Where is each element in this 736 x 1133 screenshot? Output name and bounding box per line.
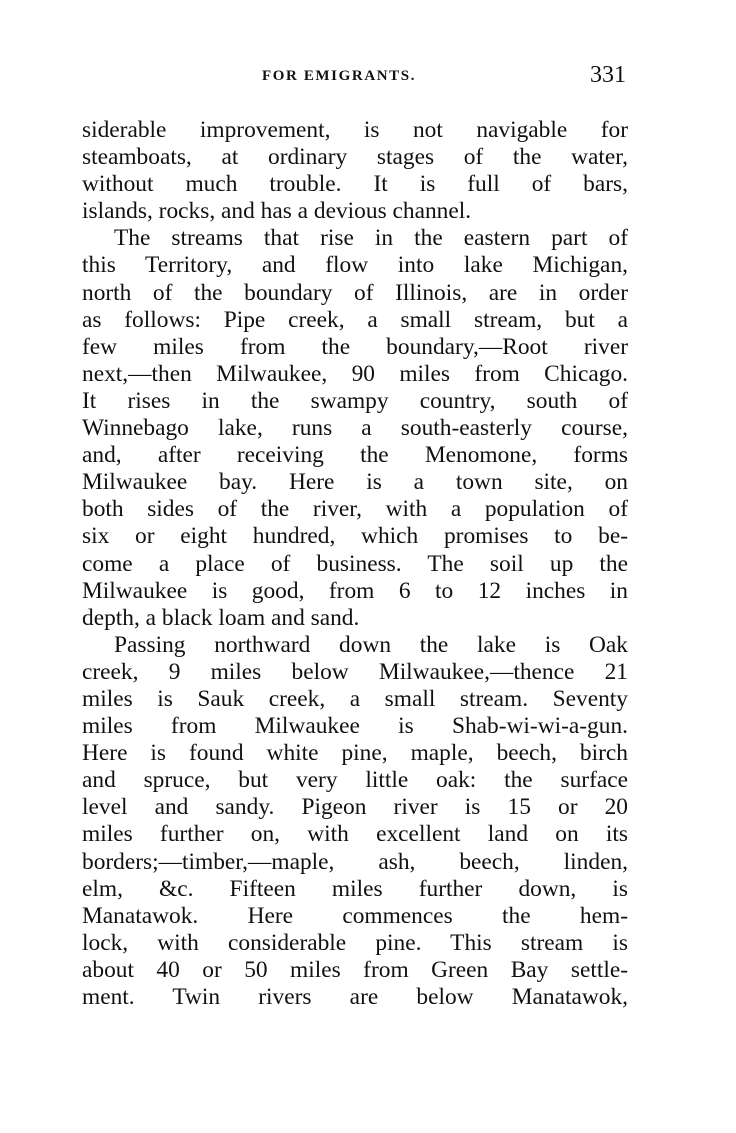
text-line: Manatawok. Here commences the hem- bbox=[82, 902, 628, 929]
text-line: next,—then Milwaukee, 90 miles from Chicago. bbox=[82, 360, 628, 387]
text-line: about 40 or 50 miles from Green Bay settle- bbox=[82, 956, 628, 983]
text-line: and spruce, but very little oak: the surface bbox=[82, 767, 628, 794]
text-line: elm, &c. Fifteen miles further down, is bbox=[82, 875, 628, 902]
text-line: It rises in the swampy country, south of bbox=[82, 387, 628, 414]
text-line: Winnebago lake, runs a south-easterly course, bbox=[82, 415, 628, 442]
text-line: come a place of business. The soil up the bbox=[82, 550, 628, 577]
text-line: Here is found white pine, maple, beech, birch bbox=[82, 740, 628, 767]
text-line: borders;—timber,—maple, ash, beech, linden, bbox=[82, 848, 628, 875]
text-line: this Territory, and flow into lake Michigan, bbox=[82, 252, 628, 279]
page-number: 331 bbox=[590, 62, 626, 88]
text-line: The streams that rise in the eastern part of bbox=[114, 225, 628, 252]
text-line: Milwaukee bay. Here is a town site, on bbox=[82, 469, 628, 496]
text-line: steamboats, at ordinary stages of the water, bbox=[82, 144, 628, 171]
text-line: north of the boundary of Illinois, are in order bbox=[82, 279, 628, 306]
text-line: and, after receiving the Menomone, forms bbox=[82, 442, 628, 469]
text-line: both sides of the river, with a population of bbox=[82, 496, 628, 523]
text-line: siderable improvement, is not navigable for bbox=[82, 117, 628, 143]
running-title: FOR EMIGRANTS. bbox=[262, 68, 417, 84]
text-line: level and sandy. Pigeon river is 15 or 20 bbox=[82, 794, 628, 821]
text-line: Passing northward down the lake is Oak bbox=[114, 631, 628, 658]
text-line: creek, 9 miles below Milwaukee,—thence 21 bbox=[82, 658, 628, 685]
text-line: miles from Milwaukee is Shab-wi-wi-a-gun. bbox=[82, 713, 628, 740]
text-line: miles is Sauk creek, a small stream. Seventy bbox=[82, 685, 628, 712]
text-line: Milwaukee is good, from 6 to 12 inches in bbox=[82, 577, 628, 604]
text-line: few miles from the boundary,—Root river bbox=[82, 333, 628, 360]
body-text bbox=[82, 117, 628, 1011]
text-line: depth, a black loam and sand. bbox=[82, 604, 360, 631]
text-line: ment. Twin rivers are below Manatawok, bbox=[82, 984, 628, 1010]
running-head bbox=[82, 62, 628, 96]
text-line: lock, with considerable pine. This stream is bbox=[82, 929, 628, 956]
text-line: miles further on, with excellent land on its bbox=[82, 821, 628, 848]
text-line: without much trouble. It is full of bars, bbox=[82, 171, 628, 198]
text-line: as follows: Pipe creek, a small stream, but a bbox=[82, 306, 628, 333]
text-line: six or eight hundred, which promises to be- bbox=[82, 523, 628, 550]
text-line: islands, rocks, and has a devious channel. bbox=[82, 198, 472, 225]
